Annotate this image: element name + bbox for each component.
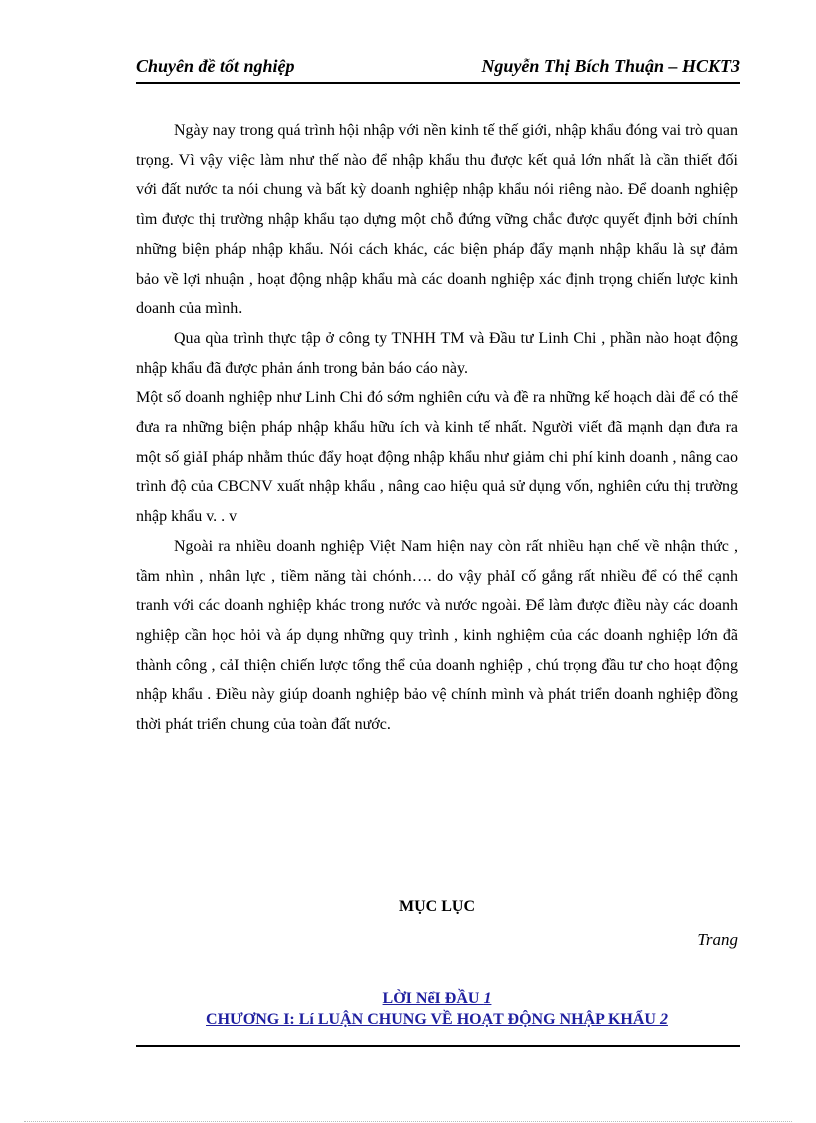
body-text (136, 116, 738, 740)
toc-entry-page: 2 (659, 1011, 668, 1028)
toc-entry-text: CHƯƠNG I: Lí LUẬN CHUNG VỀ HOẠT ĐỘNG NHẬP KHẨU (206, 1011, 660, 1028)
header-author: Nguyễn Thị Bích Thuận – HCKT3 (481, 56, 740, 76)
footer-divider (136, 1045, 740, 1047)
toc-entry-page: 1 (483, 990, 492, 1007)
toc-title: MỤC LỤC (399, 898, 475, 915)
paragraph-1: Ngày nay trong quá trình hội nhập với nền kinh tế thế giới, nhập khẩu đóng vai trò quan trọng. Vì vậy việc làm như thế nào để nhập khẩu thu được kết quả lớn nhất là cần thiết đối với đất nước ta nói chung và bất kỳ doanh nghiệp nhập khẩu nói riêng nào. Để doanh nghiệp tìm được thị trường nhập khẩu tạo dựng một chỗ đứng vững chắc được quyết định bởi chính những biện pháp nhập khẩu. Nói cách khác, các biện pháp đẩy mạnh nhập khẩu là sự đảm bảo về lợi nhuận , hoạt động nhập khẩu mà các doanh nghiệp xác định trọng chiến lược kinh doanh của mình. (136, 122, 738, 318)
toc-entry-chapter-1[interactable] (136, 1009, 738, 1030)
header-document-type: Chuyên đề tốt nghiệp (136, 56, 295, 76)
page-boundary-line (24, 1121, 792, 1122)
page-header (136, 56, 740, 84)
toc-entry-introduction[interactable] (136, 988, 738, 1009)
table-of-contents (136, 988, 738, 1030)
paragraph-4: Ngoài ra nhiều doanh nghiệp Việt Nam hiện nay còn rất nhiều hạn chế về nhận thức , tầm nhìn , nhân lực , tiềm năng tài chónh…. do vậy phảI cố gắng rất nhiều để có thể cạnh tranh với các doanh nghiệp khác trong nước và nước ngoài. Để làm được điều này các doanh nghiệp cần học hỏi và áp dụng những quy trình , kinh nghiệm của các doanh nghiệp lớn đã thành công , cảI thiện chiến lược tổng thể của doanh nghiệp , chú trọng đầu tư cho hoạt động nhập khẩu . Điều này giúp doanh nghiệp bảo vệ chính mình và phát triển doanh nghiệp đồng thời phát triển chung của toàn đất nước. (136, 537, 738, 734)
toc-page-label: Trang (697, 930, 738, 949)
paragraph-3: Một số doanh nghiệp như Linh Chi đó sớm nghiên cứu và đề ra những kế hoạch dài để có thể đưa ra những biện pháp nhập khẩu hữu ích và kinh tế nhất. Người viết đã mạnh dạn đưa ra một số giảI pháp nhằm thúc đẩy hoạt động nhập khẩu như giảm chi phí kinh doanh , nâng cao trình độ của CBCNV xuất nhập khẩu , nâng cao hiệu quả sử dụng vốn, nghiên cứu thị trường nhập khẩu v. . v (136, 389, 738, 526)
toc-entry-text: LỜI NểI ĐẦU (382, 990, 484, 1007)
paragraph-2: Qua qùa trình thực tập ở công ty TNHH TM và Đầu tư Linh Chi , phần nào hoạt động nhập khẩu đã được phản ánh trong bản báo cáo này. (136, 329, 738, 377)
